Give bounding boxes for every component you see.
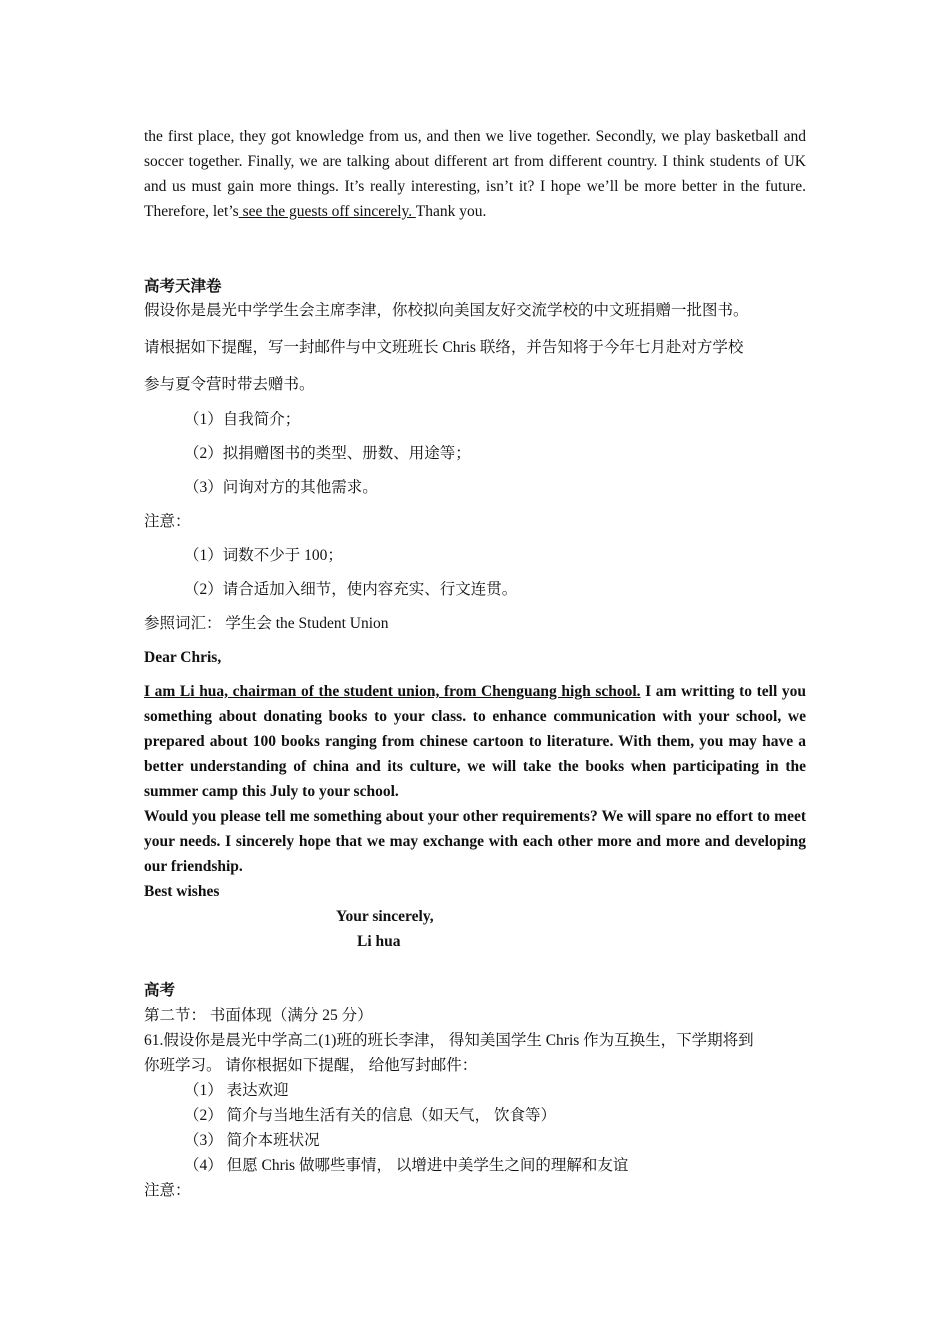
notes-label: 注意：: [144, 1182, 191, 1199]
prompt-line: 假设你是晨光中学学生会主席李津，你校拟向美国友好交流学校的中文班捐赠一批图书。: [144, 302, 749, 319]
letter-body: [144, 679, 806, 904]
letter-paragraph-1: [144, 679, 806, 804]
tianjin-prompt: [144, 292, 806, 403]
list-item: （3） 简介本班状况: [184, 1132, 320, 1149]
paragraph-ending: Thank you.: [415, 203, 487, 220]
top-paragraph: [144, 124, 806, 224]
tianjin-points: [144, 403, 806, 675]
list-item: （2） 简介与当地生活有关的信息（如天气， 饮食等）: [184, 1107, 557, 1124]
section-heading-gaokao: 高考: [144, 982, 176, 999]
letter-salutation: Dear Chris,: [144, 649, 222, 666]
list-item: （4） 但愿 Chris 做哪些事情， 以增进中美学生之间的理解和友谊: [184, 1157, 629, 1174]
gaokao-question: [144, 1003, 806, 1203]
paragraph-text: the first place, they got knowledge from us, and then we live together. Secondly, we play basketball and soccer together. Finally, we are talking about different art from different country. I think students of UK and us must gain more things. It’s really interesting, isn’t it? I hope we’ll be more better in the future. Therefore, let’s: [144, 128, 806, 220]
list-item: （1）自我简介；: [184, 411, 301, 428]
list-item: （1）词数不少于 100；: [184, 547, 343, 564]
vocabulary-line: 参照词汇： 学生会 the Student Union: [144, 615, 389, 632]
letter-sign-off: Your sincerely,: [336, 908, 434, 925]
notes-label: 注意：: [144, 513, 191, 530]
letter-intro-underlined: I am Li hua, chairman of the student union, from Chenguang high school.: [144, 683, 641, 700]
list-item: （2）拟捐赠图书的类型、册数、用途等；: [184, 445, 471, 462]
underlined-phrase: see the guests off sincerely.: [238, 203, 416, 220]
letter-paragraph-text: I am writting to tell you something about donating books to your class. to enhance communication with your school, we prepared about 100 books ranging from chinese cartoon to literature. With them, you may have a better understanding of china and its culture, we will take the books when participating in the summer camp this July to your school.: [144, 683, 806, 800]
list-item: （3）问询对方的其他需求。: [184, 479, 378, 496]
list-item: （2）请合适加入细节，使内容充实、行文连贯。: [184, 581, 518, 598]
section-heading-tianjin: 高考天津卷: [144, 278, 222, 295]
prompt-line: 请根据如下提醒，写一封邮件与中文班班长 Chris 联络，并告知将于今年七月赴对方学校: [144, 339, 744, 356]
question-line: 61.假设你是晨光中学高二(1)班的班长李津， 得知美国学生 Chris 作为互换生，下学期将到: [144, 1032, 754, 1049]
prompt-line: 参与夏令营时带去赠书。: [144, 376, 315, 393]
letter-paragraph-2: Would you please tell me something about your other requirements? We will spare no effort to meet your needs. I sincerely hope that we may exchange with each other more and more and developing our friendship.: [144, 808, 806, 875]
letter-signature: Li hua: [357, 933, 401, 950]
section-title: 第二节： 书面体现（满分 25 分）: [144, 1007, 373, 1024]
list-item: （1） 表达欢迎: [184, 1082, 289, 1099]
question-line: 你班学习。 请你根据如下提醒， 给他写封邮件：: [144, 1057, 478, 1074]
letter-closing: Best wishes: [144, 883, 220, 900]
